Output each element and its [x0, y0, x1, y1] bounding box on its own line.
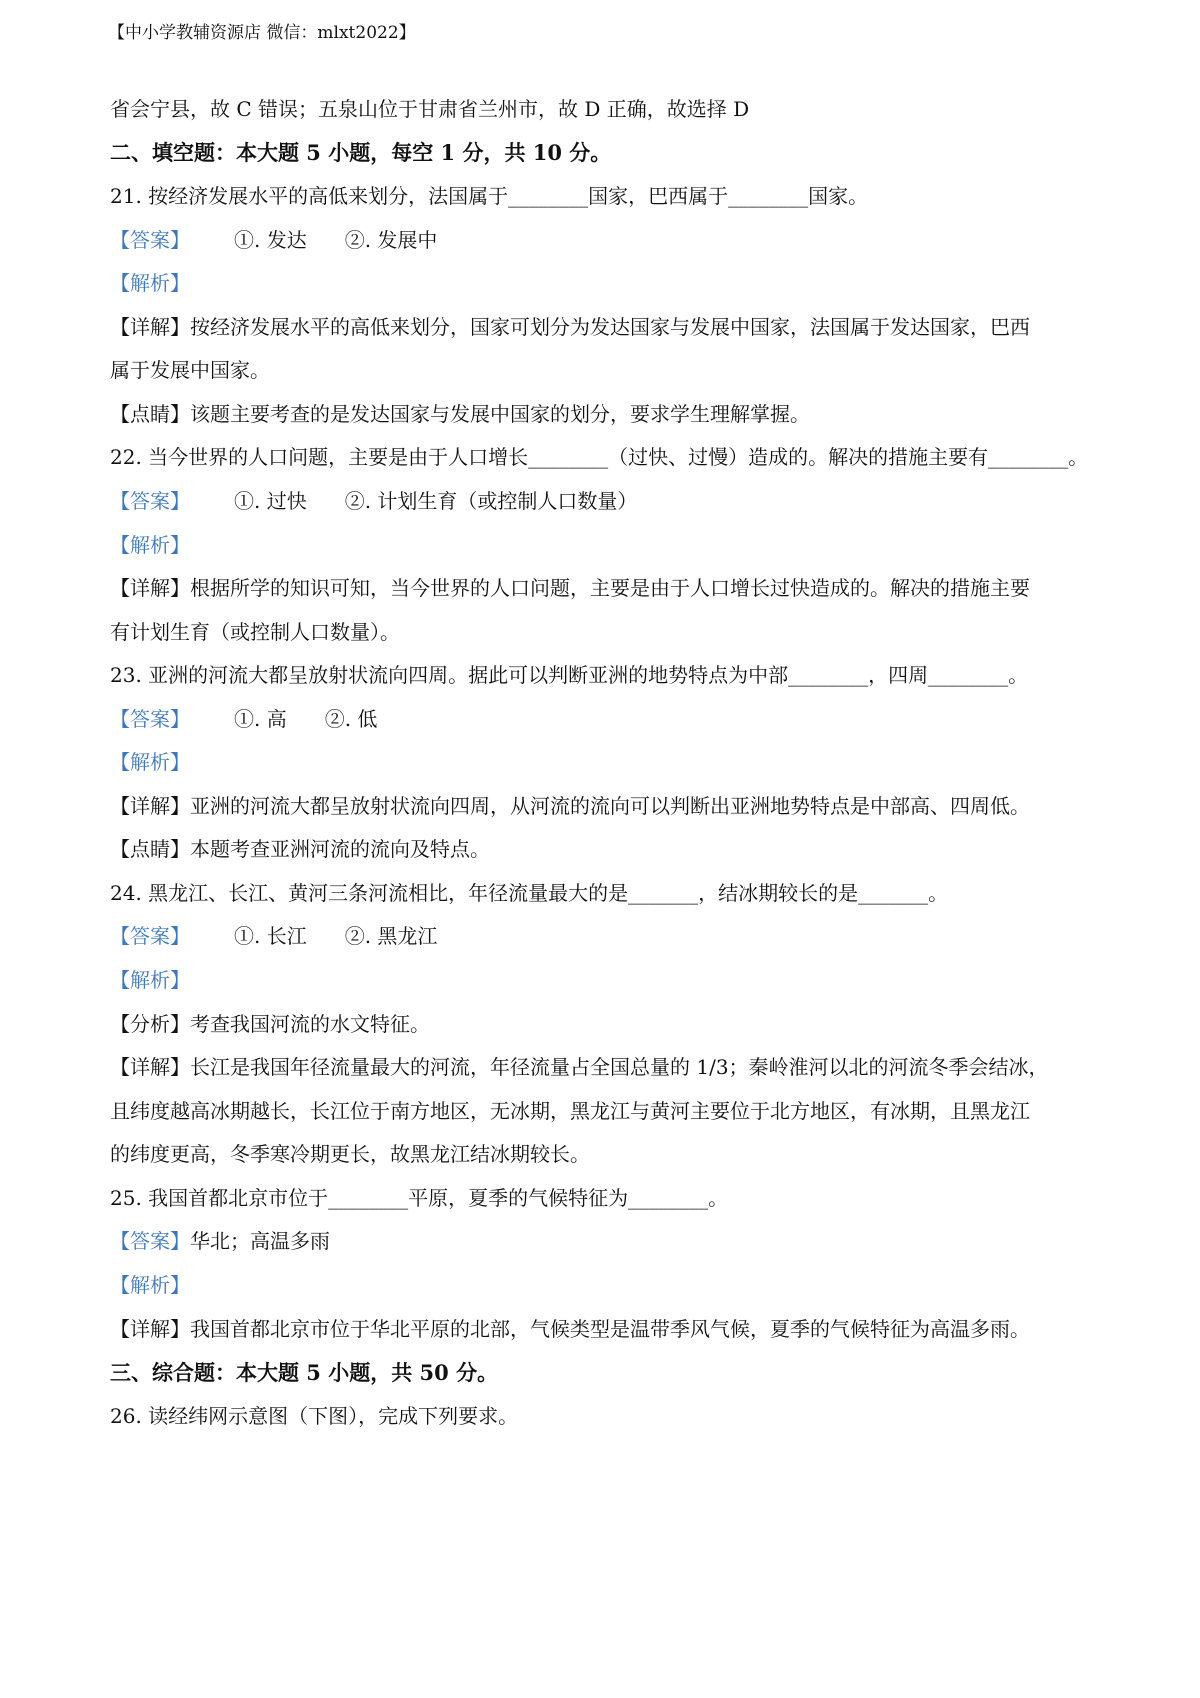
answer-option-1: ①. 过快 — [234, 489, 307, 513]
answer-row — [110, 926, 437, 946]
comment-text: 该题主要考查的是发达国家与发展中国家的划分，要求学生理解掌握。 — [190, 402, 810, 426]
comment-line — [110, 839, 490, 859]
detail-line — [110, 1057, 1049, 1077]
question-21: 21. 按经济发展水平的高低来划分，法国属于________国家，巴西属于________国家。 — [110, 184, 869, 208]
analysis-label: 【分析】 — [110, 1012, 190, 1036]
analysis-tag: 【解析】 — [110, 533, 190, 557]
detail-text: 长江是我国年径流量最大的河流，年径流量占全国总量的 1/3；秦岭淮河以北的河流冬季会结冰， — [190, 1055, 1049, 1079]
comment-tag: 【点睛】 — [110, 837, 190, 861]
detail-text: 有计划生育（或控制人口数量）。 — [110, 620, 400, 644]
detail-text: 根据所学的知识可知，当今世界的人口问题，主要是由于人口增长过快造成的。解决的措施主要 — [190, 576, 1030, 600]
answer-row — [110, 230, 437, 250]
answer-option-1: ①. 发达 — [234, 228, 307, 252]
text-line: 省会宁县，故 C 错误；五泉山位于甘肃省兰州市，故 D 正确，故选择 D — [110, 97, 750, 121]
detail-line — [110, 1319, 1030, 1339]
answer-option-2: ②. 发展中 — [344, 228, 438, 252]
answer-text: 华北；高温多雨 — [190, 1229, 330, 1253]
detail-line — [110, 578, 1030, 598]
comment-tag: 【点睛】 — [110, 402, 190, 426]
detail-text: 且纬度越高冰期越长，长江位于南方地区，无冰期，黑龙江与黄河主要位于北方地区，有冰期，且黑龙江 — [110, 1099, 1030, 1123]
answer-option-2: ②. 计划生育（或控制人口数量） — [344, 489, 638, 513]
answer-tag: 【答案】 — [110, 1229, 190, 1253]
detail-tag: 【详解】 — [110, 576, 190, 600]
section-heading: 二、填空题：本大题 5 小题，每空 1 分，共 10 分。 — [110, 140, 612, 165]
answer-row — [110, 709, 377, 729]
answer-tag: 【答案】 — [110, 924, 190, 948]
detail-tag: 【详解】 — [110, 1055, 190, 1079]
analysis-tag: 【解析】 — [110, 968, 190, 992]
answer-option-2: ②. 黑龙江 — [344, 924, 438, 948]
section-heading: 三、综合题：本大题 5 小题，共 50 分。 — [110, 1360, 499, 1385]
analysis-tag: 【解析】 — [110, 750, 190, 774]
detail-text: 按经济发展水平的高低来划分，国家可划分为发达国家与发展中国家，法国属于发达国家，巴西 — [190, 315, 1030, 339]
detail-tag: 【详解】 — [110, 315, 190, 339]
detail-tag: 【详解】 — [110, 1317, 190, 1341]
answer-option-1: ①. 长江 — [234, 924, 307, 948]
detail-text: 属于发展中国家。 — [110, 358, 270, 382]
answer-row — [110, 1231, 330, 1251]
comment-text: 本题考查亚洲河流的流向及特点。 — [190, 837, 490, 861]
detail-text: 的纬度更高，冬季寒冷期更长，故黑龙江结冰期较长。 — [110, 1142, 590, 1166]
detail-text: 亚洲的河流大都呈放射状流向四周，从河流的流向可以判断出亚洲地势特点是中部高、四周低。 — [190, 794, 1030, 818]
answer-option-2: ②. 低 — [324, 707, 378, 731]
answer-tag: 【答案】 — [110, 228, 190, 252]
question-24: 24. 黑龙江、长江、黄河三条河流相比，年径流量最大的是_______，结冰期较长的是_______。 — [110, 881, 949, 905]
comment-line — [110, 404, 810, 424]
detail-line — [110, 796, 1030, 816]
detail-tag: 【详解】 — [110, 794, 190, 818]
question-26: 26. 读经纬网示意图（下图），完成下列要求。 — [110, 1404, 519, 1428]
answer-row — [110, 491, 637, 511]
analysis-line — [110, 1014, 430, 1034]
question-23: 23. 亚洲的河流大都呈放射状流向四周。据此可以判断亚洲的地势特点为中部________，四周________。 — [110, 663, 1029, 687]
analysis-tag: 【解析】 — [110, 1273, 190, 1297]
question-22: 22. 当今世界的人口问题，主要是由于人口增长________（过快、过慢）造成的。解决的措施主要有________。 — [110, 445, 1089, 469]
answer-tag: 【答案】 — [110, 489, 190, 513]
analysis-text: 考查我国河流的水文特征。 — [190, 1012, 430, 1036]
question-25: 25. 我国首都北京市位于________平原，夏季的气候特征为________。 — [110, 1186, 729, 1210]
answer-tag: 【答案】 — [110, 707, 190, 731]
answer-option-1: ①. 高 — [234, 707, 287, 731]
detail-text: 我国首都北京市位于华北平原的北部，气候类型是温带季风气候，夏季的气候特征为高温多雨。 — [190, 1317, 1030, 1341]
detail-line — [110, 317, 1030, 337]
page-header: 【中小学教辅资源店 微信：mlxt2022】 — [108, 23, 416, 43]
analysis-tag: 【解析】 — [110, 271, 190, 295]
